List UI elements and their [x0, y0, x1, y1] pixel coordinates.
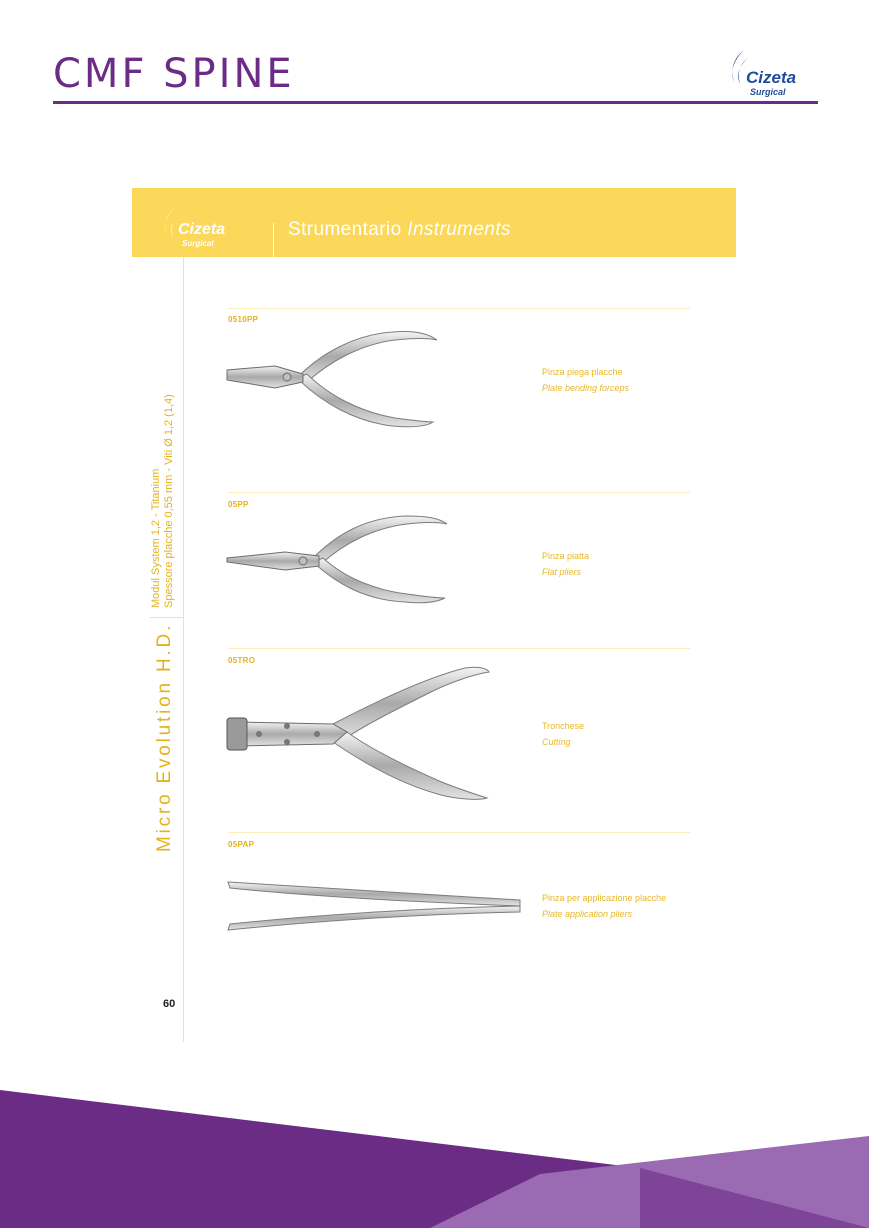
banner-brand-logo: [158, 204, 242, 252]
cutting-pliers-icon: [225, 662, 493, 806]
header-rule: [53, 101, 818, 104]
sidebar-separator: [150, 617, 183, 618]
banner-brand-tagline: Surgical: [182, 239, 214, 248]
section-title-it: Strumentario: [288, 219, 402, 240]
product-name-it: Pinza piega placche: [542, 367, 623, 377]
plate-bending-forceps-icon: [225, 322, 445, 434]
brand-name: Cizeta: [746, 68, 797, 87]
product-name-en: Cutting: [542, 737, 571, 747]
row-divider: [228, 648, 690, 649]
section-title: [288, 219, 511, 241]
product-name-it: Tronchese: [542, 721, 585, 731]
system-name: Modul System 1,2 - Titanium: [150, 468, 162, 608]
system-spec: Spessore placche 0,55 mm - Viti Ø 1,2 (1,4): [163, 394, 175, 608]
product-name-en: Flat pliers: [542, 567, 582, 577]
row-divider: [228, 832, 690, 833]
page-title: CMF SPINE: [53, 51, 295, 97]
product-code: 05PP: [228, 500, 249, 509]
footer-decoration: [0, 1090, 869, 1228]
banner-divider: [273, 223, 274, 257]
row-divider: [228, 308, 690, 309]
section-title-en: Instruments: [407, 219, 511, 240]
page-number: 60: [163, 998, 176, 1010]
product-code: 05PAP: [228, 840, 255, 849]
product-name-en: Plate bending forceps: [542, 383, 630, 393]
product-code: 0510PP: [228, 315, 259, 324]
product-name-en: Plate application pliers: [542, 909, 633, 919]
brand-tagline: Surgical: [750, 87, 786, 97]
row-divider: [228, 492, 690, 493]
product-name-it: Pinza piatta: [542, 551, 590, 561]
brand-logo: [724, 48, 816, 100]
product-code: 05TRO: [228, 656, 256, 665]
product-name-it: Pinza per applicazione placche: [542, 893, 667, 903]
banner-brand-name: Cizeta: [178, 221, 226, 238]
series-title: Micro Evolution H.D.: [154, 622, 175, 852]
plate-application-pliers-icon: [226, 876, 526, 932]
flat-pliers-icon: [225, 512, 455, 612]
sidebar-divider: [183, 257, 184, 1042]
